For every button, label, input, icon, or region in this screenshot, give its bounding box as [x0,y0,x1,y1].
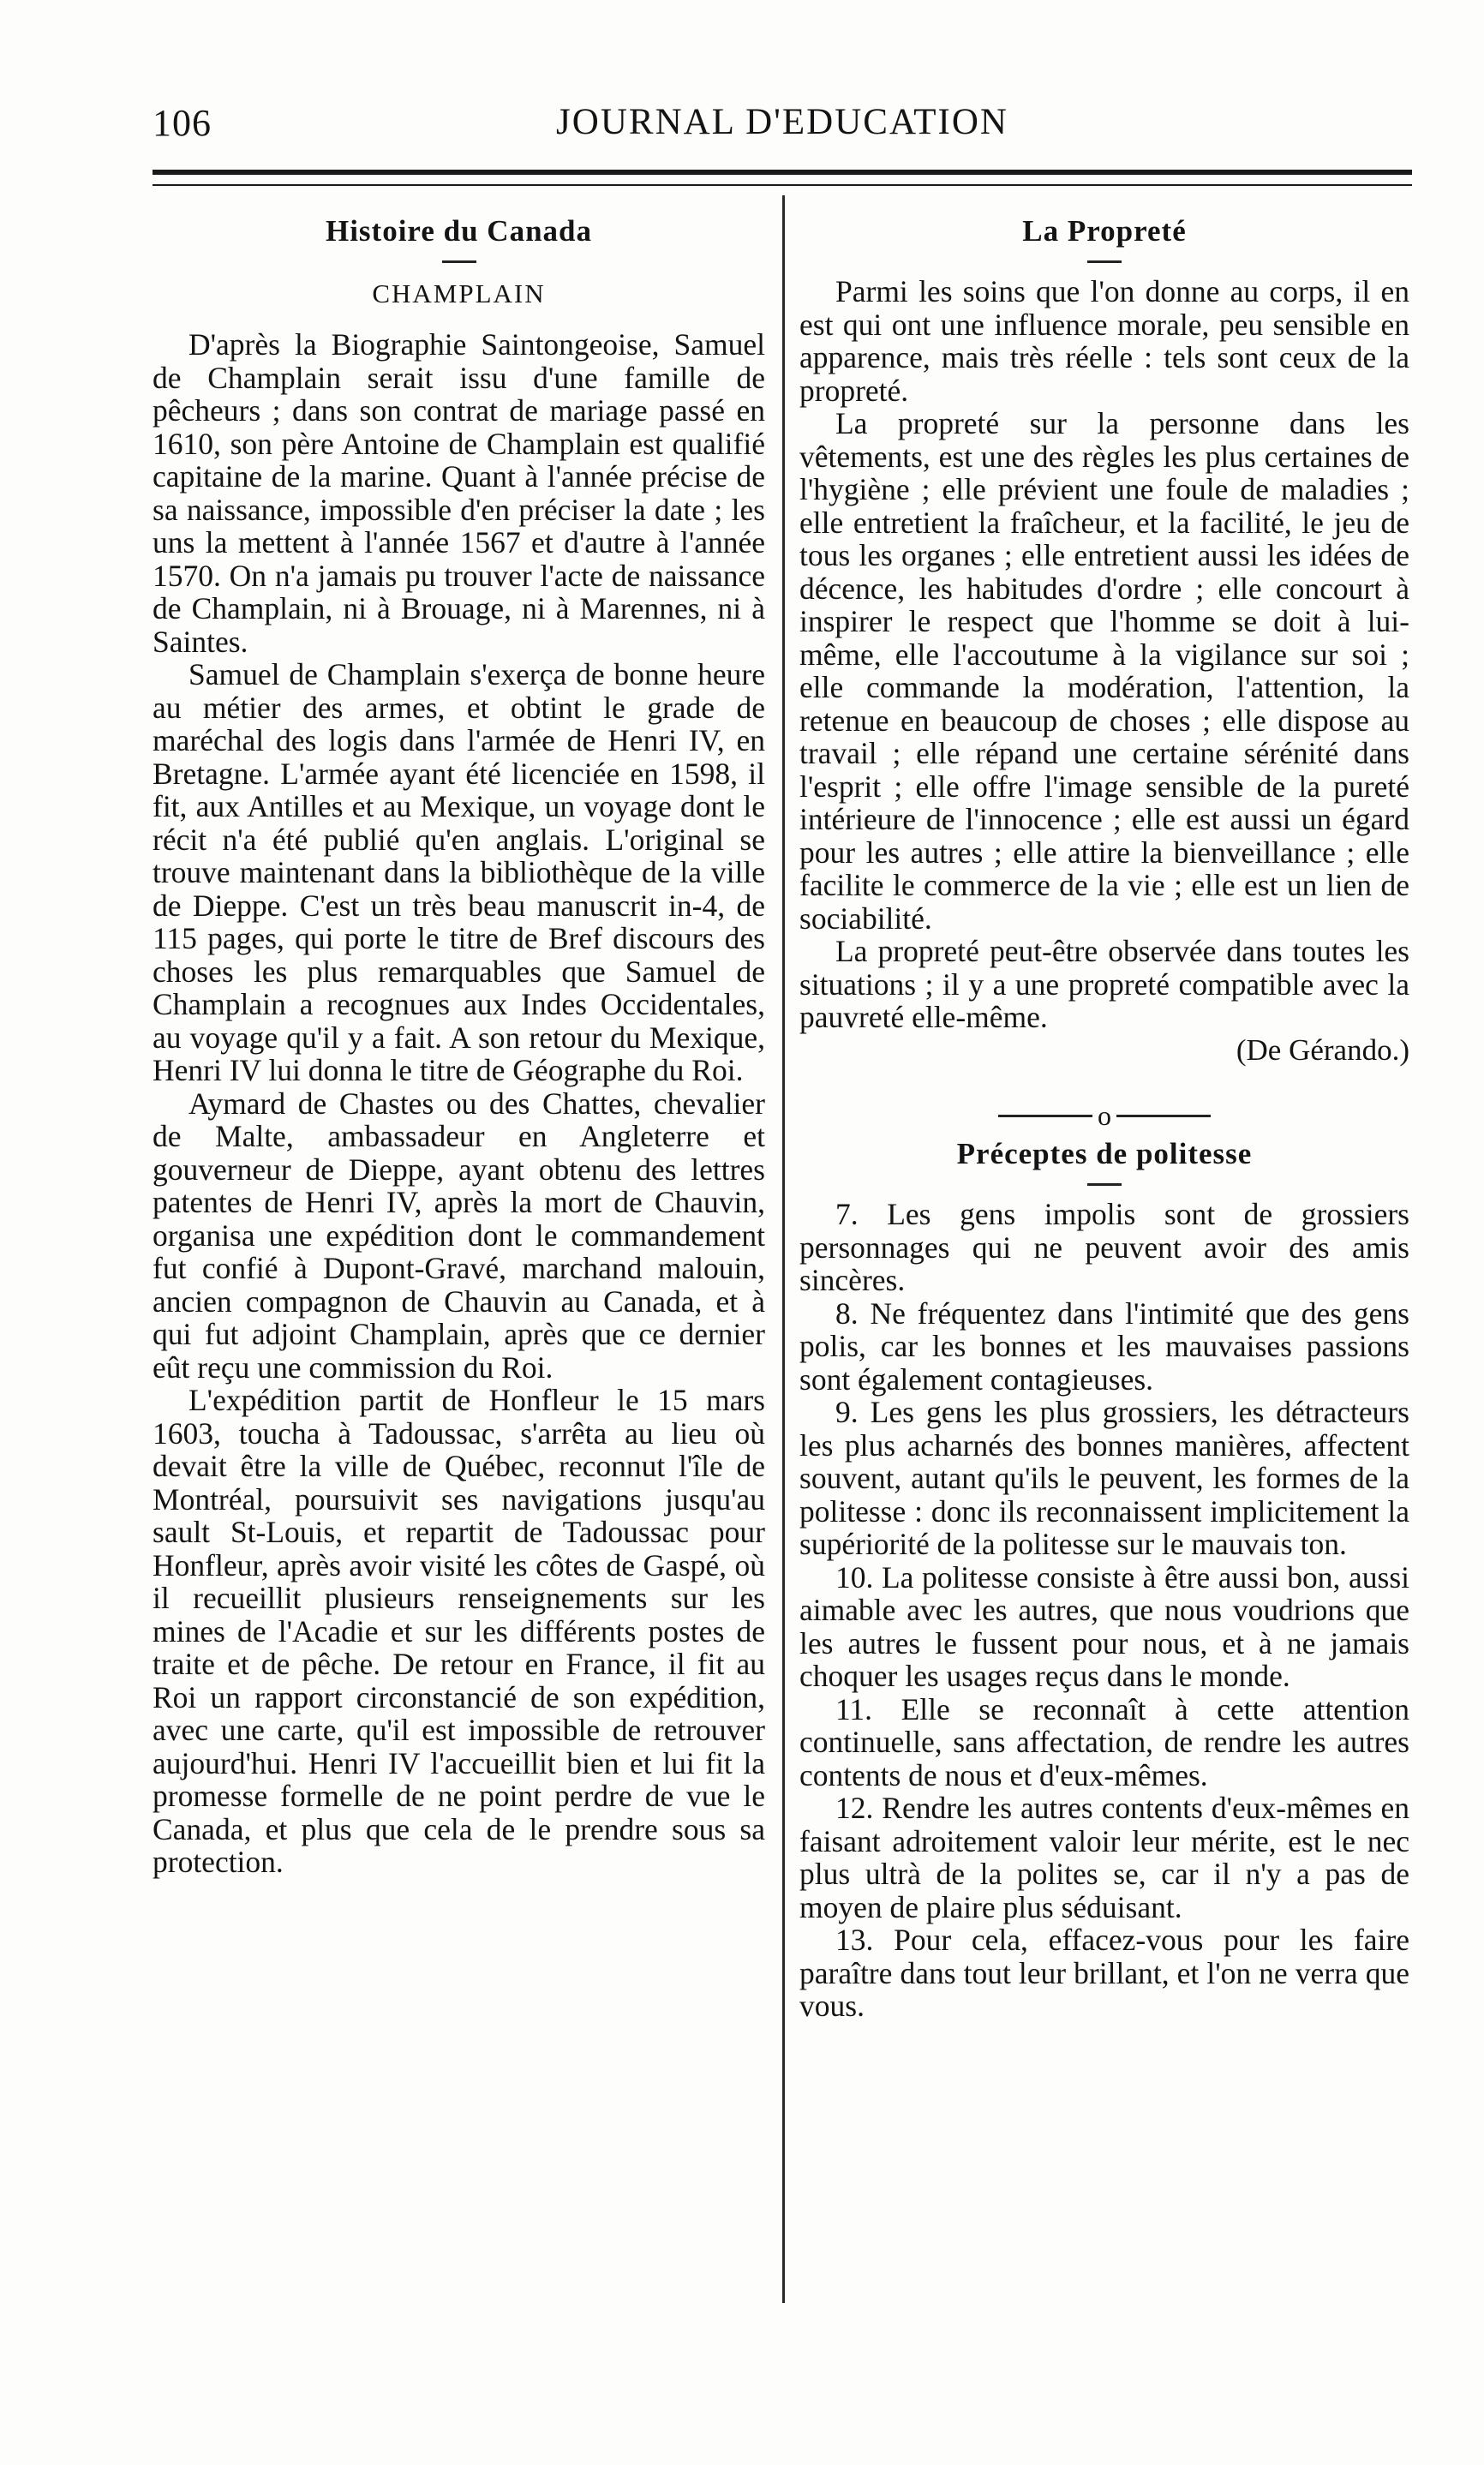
precept-item: 10. La politesse consiste à être aussi bon, aussi aimable avec les autres, que nous voudrions que les autres le fussent pour nous, et à ne jamais choquer les usages reçus dans le monde. [799,1559,1409,1694]
page-header [153,101,1412,153]
paragraph: Samuel de Champlain s'exerça de bonne heure au métier des armes, et obtint le grade de maréchal des logis dans l'armée de Henri IV, en Bretagne. L'armée ayant été licenciée en 1598, il fit, aux Antilles et au Mexique, un voyage dont le récit n'a été publié qu'en anglais. L'original se trouve maintenant dans la bibliothèque de la ville de Dieppe. C'est un très beau manuscrit in-4, de 115 pages, qui porte le titre de Bref discours des choses les plus remarquables que Samuel de Champlain a recognues aux Indes Occidentales, au voyage qu'il y a fait. A son retour du Mexique, Henri IV lui donna le titre de Géographe du Roi. [153,657,765,1087]
precept-item: 9. Les gens les plus grossiers, les détracteurs les plus acharnés des bonnes manières, affectent souvent, autant qu'ils le peuvent, les formes de la politesse : donc ils reconnaissent implicitement la supériorité de la politesse sur le mauvais ton. [799,1395,1409,1562]
paragraph: D'après la Biographie Saintongeoise, Samuel de Champlain serait issu d'une famille de pêcheurs ; dans son contrat de mariage passé en 1610, son père Antoine de Champlain est qualifié capitaine de la marine. Quant à l'année précise de sa naissance, impossible d'en préciser la date ; les uns la mettent à l'année 1567 et d'autre à l'année 1570. On n'a jamais pu trouver l'acte de naissance de Champlain, ni à Brouage, ni à Marennes, ni à Saintes. [153,327,765,659]
header-rule-thick [153,170,1412,175]
paragraph: Parmi les soins que l'on donne au corps, il en est qui ont une influence morale, peu sensible en apparence, mais très réelle : tels sont ceux de la propreté. [799,274,1409,408]
journal-title: JOURNAL D'EDUCATION [556,102,1008,142]
paragraph: La propreté sur la personne dans les vêtements, est une des règles les plus certaines de l'hygiène ; elle prévient une foule de maladies ; elle entretient la fraîcheur, et la facilité, le jeu de tous les organes ; elle entretient aussi les idées de décence, les habitudes d'ordre ; elle concourt à inspirer le respect que l'homme se doit à lui-même, elle l'accoutume à la vigilance sur soi ; elle commande la modération, l'attention, la retenue en beaucoup de choses ; elle dispose au travail ; elle répand une certaine sérénité dans l'esprit ; elle offre l'image sensible de la pureté intérieure de l'innocence ; elle est aussi un égard pour les autres ; elle attire la bienveillance ; elle facilite le commerce de la vie ; elle est un lien de sociabilité. [799,406,1409,936]
heading-dash [1087,1183,1122,1186]
attribution: (De Gérando.) [1236,1032,1409,1067]
precept-item: 8. Ne fréquentez dans l'intimité que des gens polis, car les bonnes et les mauvaises passions sont également contagieuses. [799,1295,1409,1397]
precept-item: 11. Elle se reconnaît à cette attention continuelle, sans affectation, de rendre les autres contents de nous et d'eux-mêmes. [799,1691,1409,1792]
heading-dash [1087,260,1122,263]
header-rule-thin [153,184,1412,186]
precept-item: 12. Rendre les autres contents d'eux-mêmes en faisant adroitement valoir leur mérite, est le nec plus ultrà de la polites se, car il n'y a pas de moyen de plaire plus séduisant. [799,1791,1409,1924]
left-column [153,214,765,1879]
article-heading-histoire: Histoire du Canada [325,214,593,248]
separator-line [998,1115,1092,1117]
article-heading-preceptes: Préceptes de politesse [956,1137,1253,1171]
separator-mark: o [1098,1100,1111,1132]
heading-dash [442,260,476,263]
precept-item: 13. Pour cela, effacez-vous pour les faire paraître dans tout leur brillant, et l'on ne verra que vous. [799,1923,1409,2024]
right-column [799,214,1409,2023]
article-subheading-champlain: CHAMPLAIN [372,278,546,308]
article-heading-proprete: La Propreté [1022,214,1187,248]
column-divider [782,195,785,2303]
paragraph: L'expédition partit de Honfleur le 15 mars 1603, toucha à Tadoussac, s'arrêta au lieu où devait être la ville de Québec, reconnut l'île de Montréal, poursuivit ses navigations jusqu'au sault St-Louis, et repartit de Tadoussac pour Honfleur, après avoir visité les côtes de Gaspé, où il recueillit plusieurs renseignements sur les mines de l'Acadie et sur les différents postes de traite et de pêche. De retour en France, il fit au Roi un rapport circonstancié de son expédition, avec une carte, qu'il est impossible de retrouver aujourd'hui. Henri IV l'accueillit bien et lui fit la promesse formelle de ne point perdre de vue le Canada, et plus que cela de le prendre sous sa protection. [153,1383,765,1879]
paragraph: La propreté peut-être observée dans toutes les situations ; il y a une propreté compatible avec la pauvreté elle-même. [799,934,1409,1034]
page-number: 106 [153,102,212,144]
separator-line [1116,1115,1211,1117]
paragraph: Aymard de Chastes ou des Chattes, chevalier de Malte, ambassadeur en Angleterre et gouverneur de Dieppe, ayant obtenu des lettres patentes de Henri IV, après la mort de Chauvin, organisa une expédition dont le commandement fut confié à Dupont-Gravé, marchand malouin, ancien compagnon de Chauvin au Canada, et à qui fut adjoint Champlain, après que ce dernier eût reçu une commission du Roi. [153,1086,765,1385]
section-separator [799,1098,1409,1132]
precept-item: 7. Les gens impolis sont de grossiers personnages qui ne peuvent avoir des amis sincères. [799,1197,1409,1298]
